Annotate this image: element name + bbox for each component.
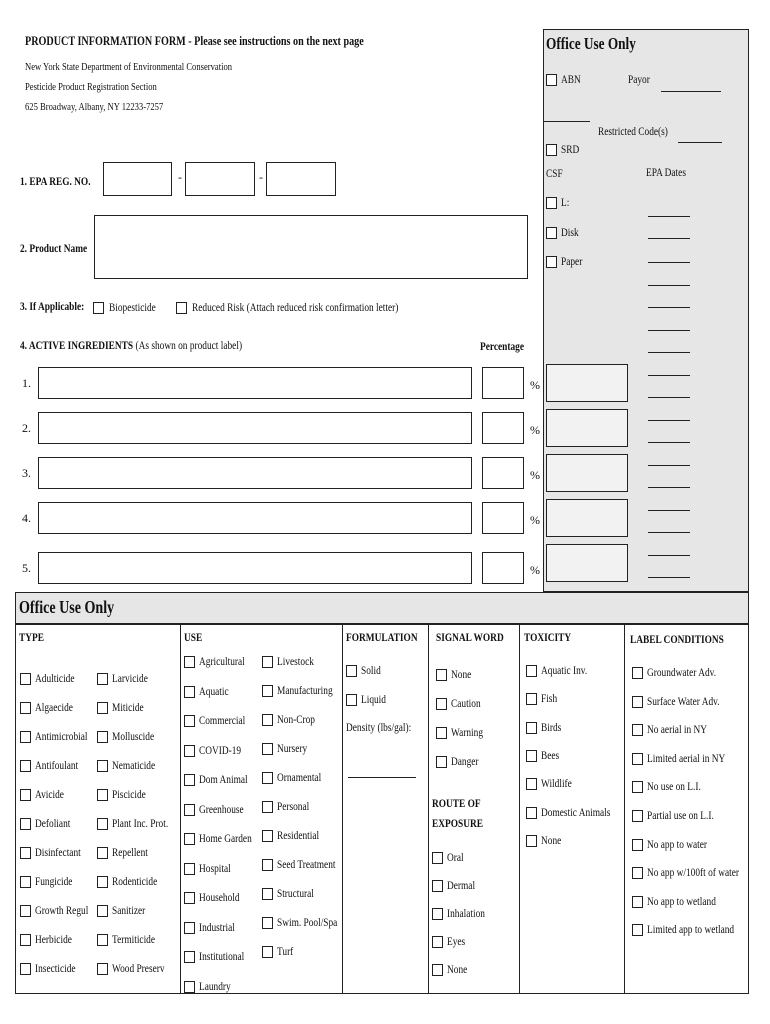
ingredient-percent-input-3[interactable]: [482, 457, 524, 489]
office-use-top-title: Office Use Only: [546, 34, 636, 53]
disk-checkbox[interactable]: [546, 227, 557, 239]
signal-none-label: None: [451, 667, 472, 681]
ingredient-name-input-2[interactable]: [38, 412, 472, 444]
type-rodenticide-label: Rodenticide: [112, 874, 158, 888]
toxicity-birds-label: Birds: [541, 719, 562, 734]
route-header-line-2: EXPOSURE: [432, 816, 483, 830]
epa-date-line[interactable]: [648, 262, 690, 263]
biopesticide-checkbox[interactable]: [93, 302, 104, 314]
column-divider: [342, 624, 343, 994]
epa-date-line[interactable]: [648, 420, 690, 421]
use-agricultural-checkbox[interactable]: [184, 656, 195, 668]
restricted-code-label: Restricted Code(s): [598, 124, 668, 138]
ingredient-name-input-5[interactable]: [38, 552, 472, 584]
signal-caution-checkbox[interactable]: [436, 698, 447, 710]
formulation-liquid-label: Liquid: [361, 692, 386, 706]
percent-sign: %: [530, 423, 540, 437]
epa-date-line[interactable]: [648, 285, 690, 286]
type-adulticide-checkbox[interactable]: [20, 673, 31, 685]
use-covid-19-label: COVID-19: [199, 742, 242, 757]
signal-warning-label: Warning: [451, 725, 484, 739]
toxicity-wildlife-checkbox[interactable]: [526, 778, 537, 790]
route-dermal-checkbox[interactable]: [432, 880, 443, 892]
ingredient-row-number: 2.: [22, 421, 31, 435]
abn-label: ABN: [561, 72, 581, 86]
reduced-risk-checkbox[interactable]: [176, 302, 187, 314]
product-name-label: 2. Product Name: [20, 241, 88, 255]
use-header: USE: [184, 630, 203, 644]
type-insecticide-checkbox[interactable]: [20, 963, 31, 975]
percent-sign: %: [530, 563, 540, 577]
ingredient-percent-input-2[interactable]: [482, 412, 524, 444]
type-larvicide-label: Larvicide: [112, 671, 148, 685]
label-condition-no-use-on-l-i-checkbox[interactable]: [632, 781, 643, 793]
type-header: TYPE: [19, 630, 44, 644]
epa-date-line[interactable]: [648, 510, 690, 511]
type-wood-preserv-checkbox[interactable]: [97, 963, 108, 975]
paper-checkbox[interactable]: [546, 256, 557, 268]
office-code-box-3[interactable]: [546, 454, 628, 492]
address-line-1: New York State Department of Environmental Conservation: [25, 61, 233, 73]
use-personal-label: Personal: [277, 799, 310, 813]
label-condition-no-app-w-100ft-of-water-checkbox[interactable]: [632, 867, 643, 879]
formulation-solid-checkbox[interactable]: [346, 665, 357, 677]
type-insecticide-label: Insecticide: [35, 961, 76, 975]
label-condition-limited-aerial-in-ny-label: Limited aerial in NY: [647, 750, 726, 765]
type-molluscide-label: Molluscide: [112, 729, 155, 743]
route-none-checkbox[interactable]: [432, 964, 443, 976]
epa-reg-dash-2: -: [259, 170, 263, 184]
use-home-garden-label: Home Garden: [199, 831, 252, 845]
ingredient-percent-input-4[interactable]: [482, 502, 524, 534]
route-eyes-label: Eyes: [447, 934, 466, 948]
use-household-checkbox[interactable]: [184, 892, 195, 904]
restricted-code-field[interactable]: [678, 142, 722, 143]
if-applicable-label: 3. If Applicable:: [20, 299, 85, 313]
use-dom-animal-checkbox[interactable]: [184, 774, 195, 786]
use-swim-pool-spa-checkbox[interactable]: [262, 917, 273, 929]
epa-date-line[interactable]: [648, 307, 690, 308]
label-conditions-header: LABEL CONDITIONS: [630, 632, 724, 646]
toxicity-header: TOXICITY: [524, 630, 572, 644]
toxicity-bees-label: Bees: [541, 747, 560, 762]
type-repellent-checkbox[interactable]: [97, 847, 108, 859]
epa-date-line[interactable]: [648, 352, 690, 353]
type-plant-inc-prot-label: Plant Inc. Prot.: [112, 816, 169, 830]
type-miticide-checkbox[interactable]: [97, 702, 108, 714]
use-seed-treatment-label: Seed Treatment: [277, 857, 336, 871]
use-hospital-checkbox[interactable]: [184, 863, 195, 875]
signal-danger-checkbox[interactable]: [436, 756, 447, 768]
ingredient-name-input-1[interactable]: [38, 367, 472, 399]
type-disinfectant-checkbox[interactable]: [20, 847, 31, 859]
epa-date-line[interactable]: [648, 238, 690, 239]
epa-reg-part-3-input[interactable]: [266, 162, 336, 196]
route-header-line-1: ROUTE OF: [432, 796, 481, 810]
use-turf-checkbox[interactable]: [262, 946, 273, 958]
formulation-solid-label: Solid: [361, 663, 381, 677]
type-nematicide-checkbox[interactable]: [97, 760, 108, 772]
type-antifoulant-label: Antifoulant: [35, 758, 79, 772]
toxicity-fish-label: Fish: [541, 691, 558, 706]
epa-date-line[interactable]: [648, 216, 690, 217]
type-plant-inc-prot-checkbox[interactable]: [97, 818, 108, 830]
srd-label: SRD: [561, 142, 580, 156]
route-eyes-checkbox[interactable]: [432, 936, 443, 948]
toxicity-none-checkbox[interactable]: [526, 835, 537, 847]
use-institutional-checkbox[interactable]: [184, 951, 195, 963]
use-livestock-checkbox[interactable]: [262, 656, 273, 668]
type-fungicide-label: Fungicide: [35, 874, 73, 888]
route-none-label: None: [447, 962, 468, 976]
type-termiticide-checkbox[interactable]: [97, 934, 108, 946]
epa-dates-label: EPA Dates: [646, 165, 686, 179]
label-condition-partial-use-on-l-i-label: Partial use on L.I.: [647, 808, 714, 822]
epa-reg-part-1-input[interactable]: [103, 162, 172, 196]
product-name-input[interactable]: [94, 215, 528, 279]
label-condition-no-aerial-in-ny-label: No aerial in NY: [647, 722, 708, 737]
toxicity-domestic-animals-checkbox[interactable]: [526, 807, 537, 819]
ingredient-row-number: 5.: [22, 561, 31, 575]
label-condition-no-app-to-water-checkbox[interactable]: [632, 839, 643, 851]
office-code-box-1[interactable]: [546, 364, 628, 402]
payor-field[interactable]: [661, 91, 721, 92]
formulation-header: FORMULATION: [346, 630, 418, 644]
epa-date-line[interactable]: [648, 532, 690, 533]
type-rodenticide-checkbox[interactable]: [97, 876, 108, 888]
type-disinfectant-label: Disinfectant: [35, 845, 81, 859]
label-condition-no-app-to-water-label: No app to water: [647, 836, 708, 851]
reduced-risk-label: Reduced Risk (Attach reduced risk confirmation letter): [192, 300, 399, 314]
use-non-crop-checkbox[interactable]: [262, 714, 273, 726]
column-divider: [180, 624, 181, 994]
epa-date-line[interactable]: [648, 465, 690, 466]
density-label: Density (lbs/gal):: [346, 720, 412, 734]
epa-reg-label: 1. EPA REG. NO.: [20, 174, 91, 188]
label-condition-groundwater-adv-checkbox[interactable]: [632, 667, 643, 679]
use-greenhouse-label: Greenhouse: [199, 801, 244, 816]
epa-date-line[interactable]: [648, 330, 690, 331]
type-algaecide-label: Algaecide: [35, 700, 73, 714]
l-checkbox[interactable]: [546, 197, 557, 209]
label-condition-no-use-on-l-i-label: No use on L.I.: [647, 779, 701, 794]
epa-date-line[interactable]: [648, 577, 690, 578]
type-nematicide-label: Nematicide: [112, 758, 156, 772]
percent-sign: %: [530, 513, 540, 527]
route-oral-label: Oral: [447, 850, 464, 864]
type-defoliant-checkbox[interactable]: [20, 818, 31, 830]
ingredient-percent-input-5[interactable]: [482, 552, 524, 584]
use-industrial-label: Industrial: [199, 919, 235, 934]
paper-label: Paper: [561, 254, 583, 268]
use-swim-pool-spa-label: Swim. Pool/Spa: [277, 915, 338, 929]
address-line-2: Pesticide Product Registration Section: [25, 81, 157, 93]
type-piscicide-label: Piscicide: [112, 787, 146, 801]
route-inhalation-checkbox[interactable]: [432, 908, 443, 920]
use-manufacturing-label: Manufacturing: [277, 683, 333, 697]
label-condition-limited-app-to-wetland-checkbox[interactable]: [632, 924, 643, 936]
use-industrial-checkbox[interactable]: [184, 922, 195, 934]
use-manufacturing-checkbox[interactable]: [262, 685, 273, 697]
percentage-heading: Percentage: [480, 339, 525, 353]
l-label: L:: [561, 195, 570, 209]
type-algaecide-checkbox[interactable]: [20, 702, 31, 714]
label-condition-partial-use-on-l-i-checkbox[interactable]: [632, 810, 643, 822]
type-wood-preserv-label: Wood Preserv: [112, 961, 165, 975]
formulation-liquid-checkbox[interactable]: [346, 694, 357, 706]
srd-checkbox[interactable]: [546, 144, 557, 156]
ingredient-percent-input-1[interactable]: [482, 367, 524, 399]
use-dom-animal-label: Dom Animal: [199, 772, 248, 786]
use-laundry-label: Laundry: [199, 978, 231, 993]
ingredient-row-number: 1.: [22, 376, 31, 390]
use-commercial-checkbox[interactable]: [184, 715, 195, 727]
use-personal-checkbox[interactable]: [262, 801, 273, 813]
toxicity-wildlife-label: Wildlife: [541, 776, 572, 791]
use-greenhouse-checkbox[interactable]: [184, 804, 195, 816]
biopesticide-label: Biopesticide: [109, 300, 156, 314]
use-ornamental-label: Ornamental: [277, 770, 322, 784]
signal-word-header: SIGNAL WORD: [436, 630, 504, 644]
use-turf-label: Turf: [277, 944, 294, 958]
type-antimicrobial-checkbox[interactable]: [20, 731, 31, 743]
type-miticide-label: Miticide: [112, 700, 144, 714]
label-condition-surface-water-adv-checkbox[interactable]: [632, 696, 643, 708]
percent-sign: %: [530, 468, 540, 482]
epa-date-line[interactable]: [648, 375, 690, 376]
use-nursery-label: Nursery: [277, 741, 308, 755]
form-title: PRODUCT INFORMATION FORM - Please see instructions on the next page: [25, 33, 364, 48]
ingredient-name-input-4[interactable]: [38, 502, 472, 534]
office-code-box-4[interactable]: [546, 499, 628, 537]
route-dermal-label: Dermal: [447, 878, 476, 892]
type-molluscide-checkbox[interactable]: [97, 731, 108, 743]
label-condition-limited-app-to-wetland-label: Limited app to wetland: [647, 922, 735, 937]
epa-date-line[interactable]: [648, 487, 690, 488]
label-condition-no-app-to-wetland-checkbox[interactable]: [632, 896, 643, 908]
use-institutional-label: Institutional: [199, 949, 245, 963]
use-commercial-label: Commercial: [199, 713, 246, 727]
label-condition-no-app-to-wetland-label: No app to wetland: [647, 893, 716, 908]
type-repellent-label: Repellent: [112, 845, 148, 859]
type-larvicide-checkbox[interactable]: [97, 673, 108, 685]
type-defoliant-label: Defoliant: [35, 816, 71, 830]
label-condition-limited-aerial-in-ny-checkbox[interactable]: [632, 753, 643, 765]
csf-label: CSF: [546, 166, 563, 180]
route-inhalation-label: Inhalation: [447, 906, 485, 920]
use-residential-label: Residential: [277, 828, 320, 842]
use-agricultural-label: Agricultural: [199, 654, 245, 668]
label-condition-no-aerial-in-ny-checkbox[interactable]: [632, 724, 643, 736]
office-line: [544, 121, 590, 122]
use-hospital-label: Hospital: [199, 860, 231, 875]
column-divider: [519, 624, 520, 994]
label-condition-groundwater-adv-label: Groundwater Adv.: [647, 665, 717, 679]
ingredient-row-number: 4.: [22, 511, 31, 525]
use-aquatic-checkbox[interactable]: [184, 686, 195, 698]
signal-caution-label: Caution: [451, 696, 481, 710]
toxicity-fish-checkbox[interactable]: [526, 693, 537, 705]
use-household-label: Household: [199, 890, 240, 904]
use-seed-treatment-checkbox[interactable]: [262, 859, 273, 871]
type-antimicrobial-label: Antimicrobial: [35, 729, 88, 743]
active-ingredients-heading: 4. ACTIVE INGREDIENTS (As shown on product label): [20, 338, 243, 352]
label-condition-surface-water-adv-label: Surface Water Adv.: [647, 693, 720, 708]
use-residential-checkbox[interactable]: [262, 830, 273, 842]
use-non-crop-label: Non-Crop: [277, 712, 315, 726]
type-herbicide-checkbox[interactable]: [20, 934, 31, 946]
type-growth-regul-label: Growth Regul: [35, 903, 89, 917]
ingredient-name-input-3[interactable]: [38, 457, 472, 489]
type-piscicide-checkbox[interactable]: [97, 789, 108, 801]
signal-warning-checkbox[interactable]: [436, 727, 447, 739]
type-termiticide-label: Termiticide: [112, 932, 156, 946]
use-aquatic-label: Aquatic: [199, 683, 229, 698]
toxicity-birds-checkbox[interactable]: [526, 722, 537, 734]
signal-danger-label: Danger: [451, 754, 479, 768]
type-herbicide-label: Herbicide: [35, 932, 72, 946]
use-structural-label: Structural: [277, 886, 314, 900]
use-laundry-checkbox[interactable]: [184, 981, 195, 993]
type-sanitizer-label: Sanitizer: [112, 903, 146, 917]
route-oral-checkbox[interactable]: [432, 852, 443, 864]
epa-reg-part-2-input[interactable]: [185, 162, 255, 196]
use-nursery-checkbox[interactable]: [262, 743, 273, 755]
office-use-bottom-title: Office Use Only: [19, 597, 115, 617]
type-sanitizer-checkbox[interactable]: [97, 905, 108, 917]
type-avicide-label: Avicide: [35, 787, 64, 801]
label-condition-no-app-w-100ft-of-water-label: No app w/100ft of water: [647, 865, 740, 880]
disk-label: Disk: [561, 225, 579, 239]
toxicity-bees-checkbox[interactable]: [526, 750, 537, 762]
toxicity-aquatic-inv-checkbox[interactable]: [526, 665, 537, 677]
ingredient-row-number: 3.: [22, 466, 31, 480]
column-divider: [428, 624, 429, 994]
type-fungicide-checkbox[interactable]: [20, 876, 31, 888]
type-avicide-checkbox[interactable]: [20, 789, 31, 801]
toxicity-aquatic-inv-label: Aquatic Inv.: [541, 663, 588, 677]
use-livestock-label: Livestock: [277, 654, 314, 668]
address-line-3: 625 Broadway, Albany, NY 12233-7257: [25, 101, 164, 113]
abn-checkbox[interactable]: [546, 74, 557, 86]
epa-date-line[interactable]: [648, 397, 690, 398]
percent-sign: %: [530, 378, 540, 392]
office-code-box-5[interactable]: [546, 544, 628, 582]
use-covid-19-checkbox[interactable]: [184, 745, 195, 757]
epa-date-line[interactable]: [648, 442, 690, 443]
epa-reg-dash-1: -: [178, 170, 182, 184]
toxicity-domestic-animals-label: Domestic Animals: [541, 804, 611, 819]
epa-date-line[interactable]: [648, 555, 690, 556]
payor-label: Payor: [628, 72, 650, 86]
office-code-box-2[interactable]: [546, 409, 628, 447]
type-antifoulant-checkbox[interactable]: [20, 760, 31, 772]
type-growth-regul-checkbox[interactable]: [20, 905, 31, 917]
type-adulticide-label: Adulticide: [35, 671, 75, 685]
use-ornamental-checkbox[interactable]: [262, 772, 273, 784]
use-home-garden-checkbox[interactable]: [184, 833, 195, 845]
use-structural-checkbox[interactable]: [262, 888, 273, 900]
signal-none-checkbox[interactable]: [436, 669, 447, 681]
toxicity-none-label: None: [541, 832, 562, 847]
density-field[interactable]: [348, 777, 416, 778]
